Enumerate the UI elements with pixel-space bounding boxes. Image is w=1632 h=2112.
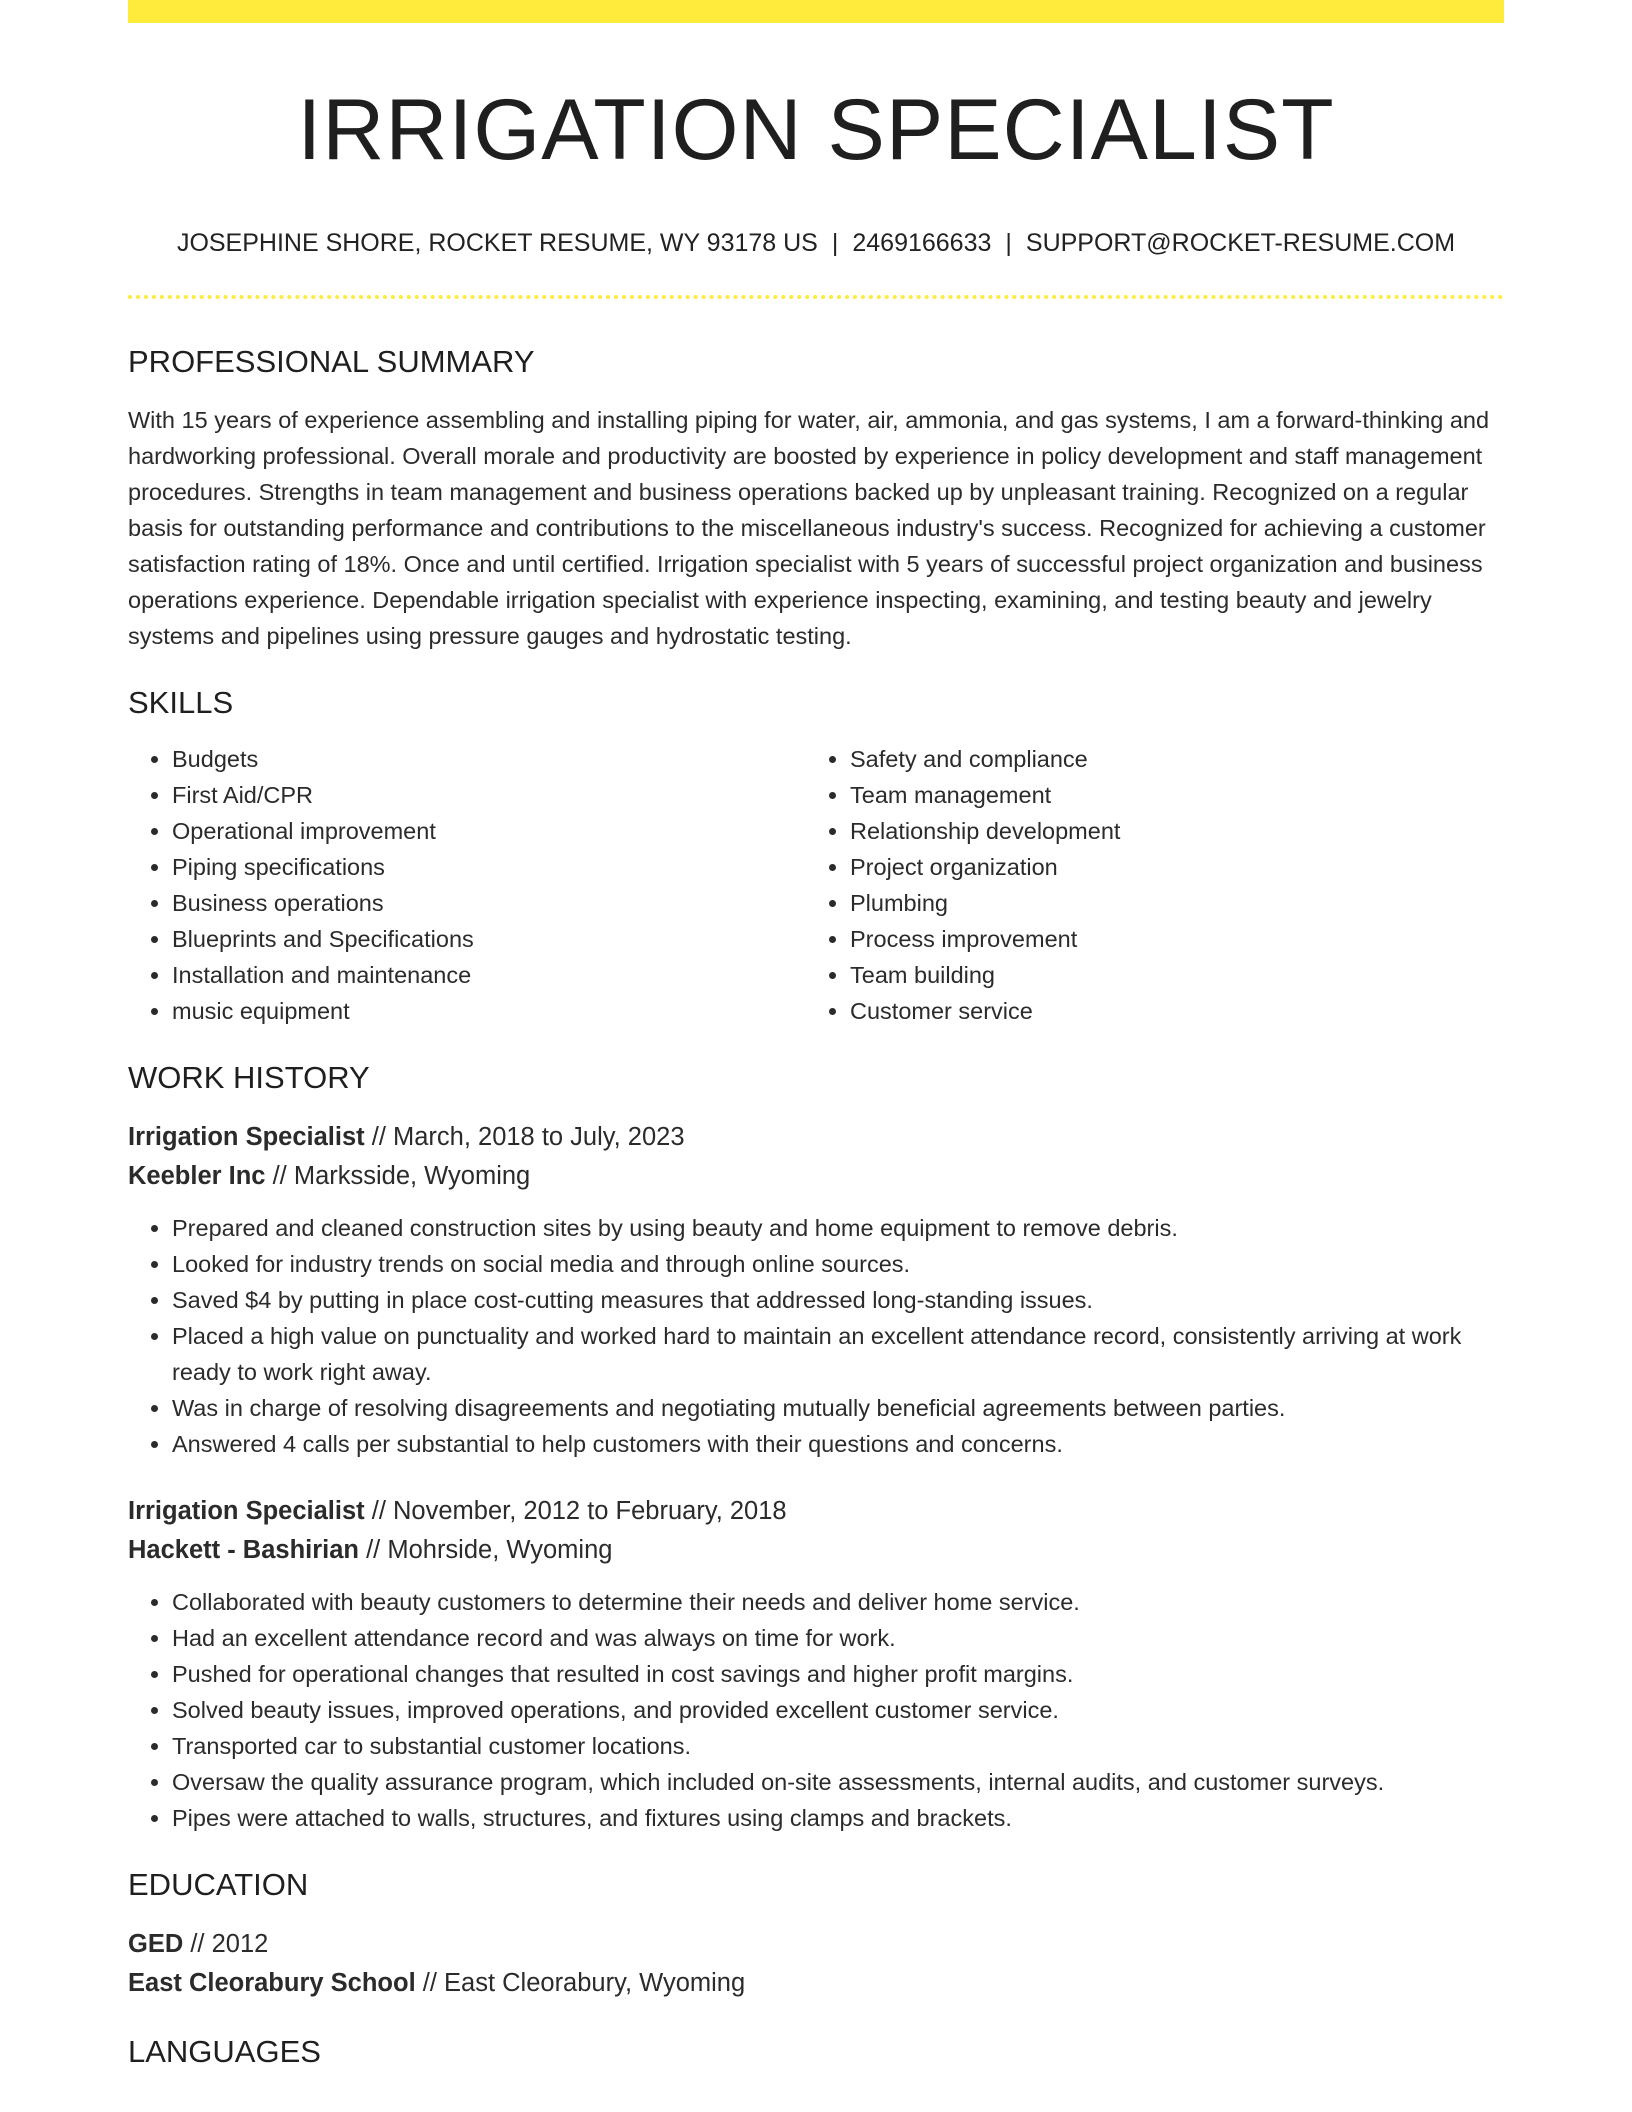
skill-item: • Budgets [172, 741, 806, 777]
job-bullets [128, 1584, 1504, 1836]
job-bullet: • Oversaw the quality assurance program, which included on-site assessments, internal audits, and customer surveys. [172, 1764, 1504, 1800]
job-bullet: • Saved $4 by putting in place cost-cutting measures that addressed long-standing issues. [172, 1282, 1504, 1318]
skills-list-left [128, 741, 806, 1029]
job-bullet: • Solved beauty issues, improved operations, and provided excellent customer service. [172, 1692, 1504, 1728]
resume-page [128, 0, 1504, 2071]
skills-heading: SKILLS [128, 684, 234, 720]
contact-address: JOSEPHINE SHORE, ROCKET RESUME, WY 93178 US [176, 228, 818, 257]
contact-email: SUPPORT@ROCKET-RESUME.COM [1025, 228, 1456, 257]
skill-item: • Process improvement [850, 921, 1484, 957]
summary-section [128, 343, 1504, 654]
education-heading: EDUCATION [128, 1867, 309, 1903]
education-degree: GED [128, 1930, 184, 1959]
skill-item: • Relationship development [850, 813, 1484, 849]
skill-item: • music equipment [172, 993, 806, 1029]
job-entry [128, 1118, 1504, 1462]
job-company: Keebler Inc [128, 1162, 266, 1191]
skills-section [128, 684, 1504, 1029]
skills-list-right [806, 741, 1484, 1029]
job-title: Irrigation Specialist [128, 1497, 365, 1526]
skill-item: • Team building [850, 957, 1484, 993]
skill-item: • Piping specifications [172, 849, 806, 885]
job-bullet: • Transported car to substantial customer locations. [172, 1728, 1504, 1764]
skills-grid [128, 741, 1504, 1029]
job-bullet: • Answered 4 calls per substantial to help customers with their questions and concerns. [172, 1426, 1504, 1462]
job-company: Hackett - Bashirian [128, 1536, 359, 1565]
skill-item: • First Aid/CPR [172, 777, 806, 813]
skill-item: • Blueprints and Specifications [172, 921, 806, 957]
job-bullet: • Prepared and cleaned construction sites by using beauty and home equipment to remove debris. [172, 1210, 1504, 1246]
education-location: // East Cleorabury, Wyoming [415, 1969, 746, 1998]
job-dates: // November, 2012 to February, 2018 [364, 1497, 787, 1526]
job-bullet: • Looked for industry trends on social media and through online sources. [172, 1246, 1504, 1282]
job-bullet: • Placed a high value on punctuality and worked hard to maintain an excellent attendance record, consistently arriving at work ready to work right away. [172, 1318, 1504, 1390]
job-dates: // March, 2018 to July, 2023 [364, 1123, 685, 1152]
job-bullet: • Was in charge of resolving disagreements and negotiating mutually beneficial agreements between parties. [172, 1390, 1504, 1426]
dotted-divider [128, 295, 1504, 299]
work-history-section [128, 1059, 1504, 1836]
job-bullets [128, 1210, 1504, 1462]
education-year: // 2012 [183, 1930, 269, 1959]
education-entry [128, 1925, 1504, 2003]
skill-item: • Project organization [850, 849, 1484, 885]
summary-heading: PROFESSIONAL SUMMARY [128, 343, 535, 379]
job-bullet: • Pipes were attached to walls, structures, and fixtures using clamps and brackets. [172, 1800, 1504, 1836]
job-bullet: • Collaborated with beauty customers to determine their needs and deliver home service. [172, 1584, 1504, 1620]
contact-phone: 2469166633 [852, 228, 992, 257]
contact-line [128, 228, 1504, 258]
job-location: // Mohrside, Wyoming [359, 1536, 613, 1565]
skill-item: • Team management [850, 777, 1484, 813]
skill-item: • Plumbing [850, 885, 1484, 921]
summary-text: With 15 years of experience assembling and installing piping for water, air, ammonia, and gas systems, I am a forward-thinking and hardworking professional. Overall morale and productivity are boosted by experience in policy development and staff management procedures. Strengths in team management and business operations backed up by unpleasant training. Recognized on a regular basis for outstanding performance and contributions to the miscellaneous industry's success. Recognized for achieving a customer satisfaction rating of 18%. Once and until certified. Irrigation specialist with 5 years of successful project organization and business operations experience. Dependable irrigation specialist with experience inspecting, examining, and testing beauty and jewelry systems and pipelines using pressure gauges and hydrostatic testing. [128, 406, 1490, 649]
accent-top-bar [128, 0, 1504, 23]
languages-section [128, 2033, 1504, 2070]
job-bullet: • Had an excellent attendance record and was always on time for work. [172, 1620, 1504, 1656]
job-header [128, 1118, 1504, 1196]
skill-item: • Business operations [172, 885, 806, 921]
job-title: Irrigation Specialist [128, 1123, 365, 1152]
job-header [128, 1492, 1504, 1570]
job-bullet: • Pushed for operational changes that resulted in cost savings and higher profit margins. [172, 1656, 1504, 1692]
resume-title: IRRIGATION SPECIALIST [297, 82, 1335, 178]
skill-item: • Installation and maintenance [172, 957, 806, 993]
education-section [128, 1866, 1504, 2003]
skill-item: • Customer service [850, 993, 1484, 1029]
skill-item: • Operational improvement [172, 813, 806, 849]
contact-separator: | [1005, 228, 1012, 257]
contact-separator: | [831, 228, 839, 257]
job-location: // Marksside, Wyoming [265, 1162, 531, 1191]
job-entry [128, 1492, 1504, 1836]
languages-heading: LANGUAGES [128, 2034, 321, 2070]
work-history-heading: WORK HISTORY [128, 1059, 370, 1095]
skill-item: • Safety and compliance [850, 741, 1484, 777]
education-school: East Cleorabury School [128, 1969, 416, 1998]
